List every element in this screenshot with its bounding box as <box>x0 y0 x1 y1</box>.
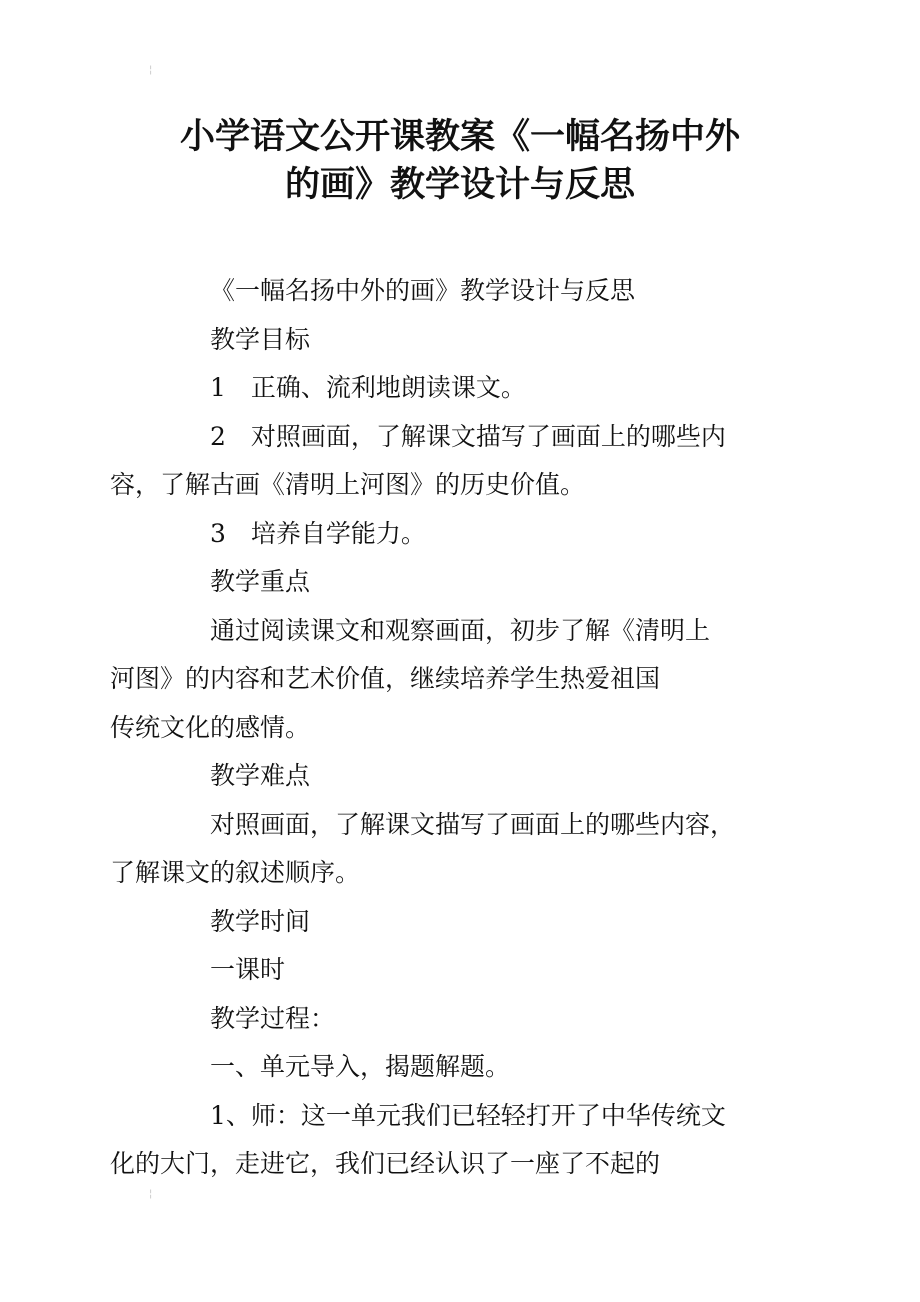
document-title-line-2: 的画》教学设计与反思 <box>284 165 635 205</box>
process-step-1: 一、单元导入，揭题解题。 <box>210 1052 511 1081</box>
teaching-difficulty-text <box>110 801 772 898</box>
teaching-focus-line-1: 通过阅读课文和观察画面，初步了解《清明上 <box>210 615 711 645</box>
process-step-1-1 <box>110 1092 772 1189</box>
corner-mark-bottom: ╎ <box>148 1190 154 1200</box>
paragraph-subtitle: 《一幅名扬中外的画》教学设计与反思 <box>210 276 636 305</box>
teaching-difficulty-line-1: 对照画面，了解课文描写了画面上的哪些内容， <box>210 809 736 839</box>
goal-item-2 <box>110 413 772 510</box>
document-body <box>110 267 772 1189</box>
teaching-focus-line-3: 传统文化的感情。 <box>110 712 311 742</box>
goal-item-2-line-1: 2 对照画面，了解课文描写了画面上的哪些内 <box>210 421 726 451</box>
document-title-line-1: 小学语文公开课教案《一幅名扬中外 <box>179 117 740 157</box>
goal-item-2-line-2: 容，了解古画《清明上河图》的历史价值。 <box>110 470 586 499</box>
heading-teaching-time: 教学时间 <box>210 906 311 936</box>
process-step-1-1-line-2: 化的大门，走进它，我们已经认识了一座了不起的 <box>110 1149 661 1178</box>
teaching-time-text: 一课时 <box>210 955 286 984</box>
heading-teaching-difficulty: 教学难点 <box>210 761 311 790</box>
heading-teaching-focus: 教学重点 <box>210 567 311 596</box>
goal-item-1: 1 正确、流利地朗读课文。 <box>210 373 526 402</box>
process-step-1-1-line-1: 1、师：这一单元我们已轻轻打开了中华传统文 <box>210 1100 726 1130</box>
heading-teaching-process: 教学过程： <box>210 1003 336 1033</box>
corner-mark-top: ╎ <box>148 66 154 76</box>
heading-teaching-goals: 教学目标 <box>210 324 311 354</box>
teaching-focus-line-2: 河图》的内容和艺术价值，继续培养学生热爱祖国 <box>110 664 661 693</box>
teaching-focus-text <box>110 607 772 753</box>
goal-item-3: 3 培养自学能力。 <box>210 518 426 548</box>
teaching-difficulty-line-2: 了解课文的叙述顺序。 <box>110 858 361 887</box>
